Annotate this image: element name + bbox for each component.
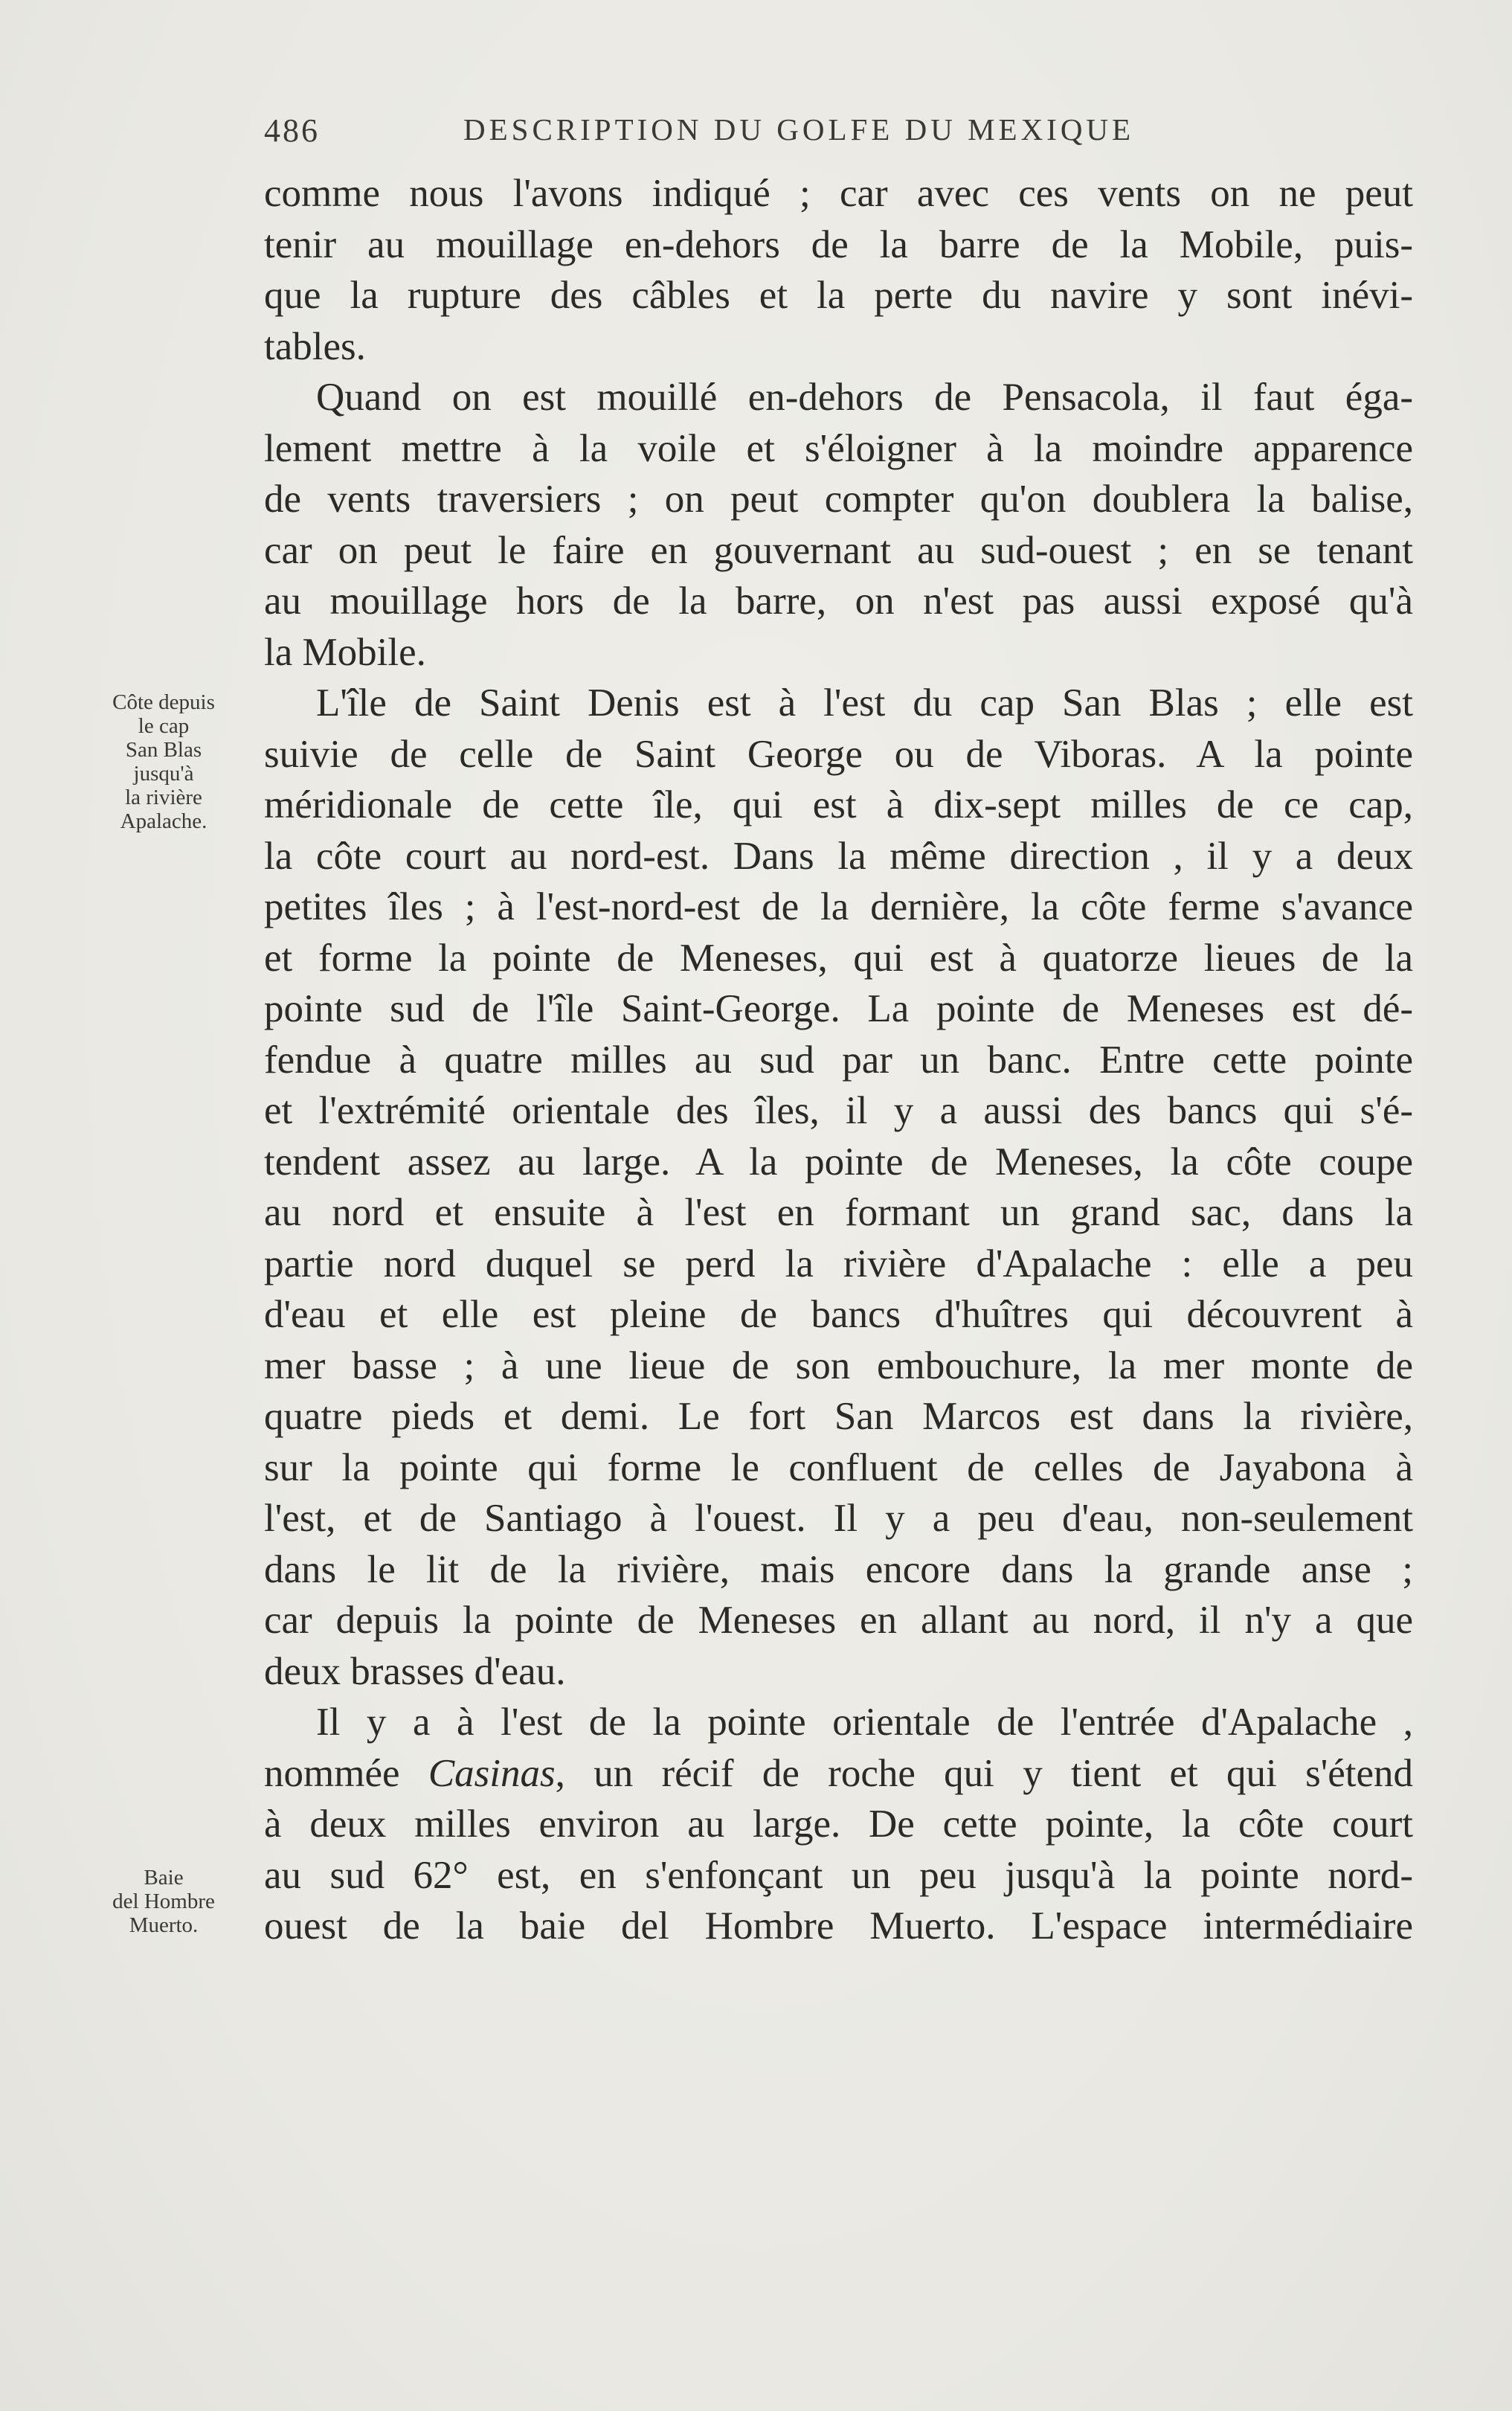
text-line: dans le lit de la rivière, mais encore dans la grande anse ; bbox=[264, 1547, 1413, 1591]
margin-note-cote bbox=[82, 690, 245, 833]
text-line: lement mettre à la voile et s'éloigner à la moindre apparence bbox=[264, 426, 1413, 470]
text-line: tendent assez au large. A la pointe de Meneses, la côte coupe bbox=[264, 1140, 1413, 1184]
text-line: méridionale de cette île, qui est à dix-sept milles de ce cap, bbox=[264, 783, 1413, 826]
text-line: car on peut le faire en gouvernant au sud-ouest ; en se tenant bbox=[264, 528, 1413, 572]
italic-place-name: Casinas bbox=[428, 1751, 556, 1795]
text-line: fendue à quatre milles au sud par un banc. Entre cette pointe bbox=[264, 1038, 1413, 1082]
text-line: petites îles ; à l'est-nord-est de la dernière, la côte ferme s'avance bbox=[264, 885, 1413, 928]
text-fragment: , un récif de roche qui y tient et qui s'étend bbox=[555, 1751, 1413, 1795]
running-title: DESCRIPTION DU GOLFE DU MEXIQUE bbox=[463, 112, 1135, 147]
text-line: la Mobile. bbox=[264, 630, 426, 674]
text-line: tables. bbox=[264, 324, 366, 368]
text-line: quatre pieds et demi. Le fort San Marcos est dans la rivière, bbox=[264, 1395, 1413, 1438]
text-line: deux brasses d'eau. bbox=[264, 1649, 566, 1693]
margin-note-line: Baie bbox=[144, 1866, 184, 1890]
text-line: suivie de celle de Saint George ou de Viboras. A la pointe bbox=[264, 732, 1413, 776]
text-line: au nord et ensuite à l'est en formant un grand sac, dans la bbox=[264, 1191, 1413, 1234]
text-line: la côte court au nord-est. Dans la même direction , il y a deux bbox=[264, 834, 1413, 878]
text-line: à deux milles environ au large. De cette pointe, la côte court bbox=[264, 1802, 1413, 1846]
margin-note-line: Côte depuis bbox=[112, 690, 215, 714]
margin-note-line: Apalache. bbox=[120, 809, 208, 833]
text-line: que la rupture des câbles et la perte du navire y sont inévi- bbox=[264, 274, 1413, 317]
text-line bbox=[264, 1748, 1413, 1800]
margin-note-line: le cap bbox=[138, 714, 190, 738]
page-number: 486 bbox=[264, 112, 320, 149]
text-line: au mouillage hors de la barre, on n'est pas aussi exposé qu'à bbox=[264, 580, 1413, 623]
text-line: sur la pointe qui forme le confluent de celles de Jayabona à bbox=[264, 1445, 1413, 1489]
margin-note-line: Muerto. bbox=[129, 1913, 199, 1937]
margin-note-line: del Hombre bbox=[112, 1890, 215, 1913]
text-line: L'île de Saint Denis est à l'est du cap San Blas ; elle est bbox=[316, 681, 1413, 725]
margin-note-line: la rivière bbox=[125, 786, 202, 809]
running-head bbox=[264, 112, 1216, 164]
text-line: car depuis la pointe de Meneses en allant au nord, il n'y a que bbox=[264, 1599, 1413, 1642]
text-line: pointe sud de l'île Saint-George. La pointe de Meneses est dé- bbox=[264, 987, 1413, 1030]
text-line: et forme la pointe de Meneses, qui est à quatorze lieues de la bbox=[264, 936, 1413, 980]
text-line: tenir au mouillage en-dehors de la barre de la Mobile, puis- bbox=[264, 222, 1413, 266]
text-line: et l'extrémité orientale des îles, il y a aussi des bancs qui s'é- bbox=[264, 1089, 1413, 1132]
text-line: d'eau et elle est pleine de bancs d'huîtres qui découvrent à bbox=[264, 1293, 1413, 1336]
text-line: Quand on est mouillé en-dehors de Pensacola, il faut éga- bbox=[316, 376, 1413, 419]
text-line: au sud 62° est, en s'enfonçant un peu jusqu'à la pointe nord- bbox=[264, 1853, 1413, 1897]
margin-note-line: San Blas bbox=[125, 738, 202, 762]
text-line: mer basse ; à une lieue de son embouchure, la mer monte de bbox=[264, 1343, 1413, 1387]
text-line: comme nous l'avons indiqué ; car avec ces vents on ne peut bbox=[264, 172, 1413, 215]
text-line: Il y a à l'est de la pointe orientale de l'entrée d'Apalache , bbox=[316, 1701, 1413, 1744]
text-fragment: nommée bbox=[264, 1751, 400, 1795]
text-line: ouest de la baie del Hombre Muerto. L'espace intermédiaire bbox=[264, 1904, 1413, 1948]
margin-note-line: jusqu'à bbox=[133, 762, 194, 786]
text-line: de vents traversiers ; on peut compter qu'on doublera la balise, bbox=[264, 478, 1413, 521]
margin-note-baie bbox=[82, 1866, 245, 1937]
text-line: partie nord duquel se perd la rivière d'Apalache : elle a peu bbox=[264, 1242, 1413, 1285]
body-text bbox=[264, 168, 1413, 1952]
text-line: l'est, et de Santiago à l'ouest. Il y a peu d'eau, non-seulement bbox=[264, 1497, 1413, 1540]
